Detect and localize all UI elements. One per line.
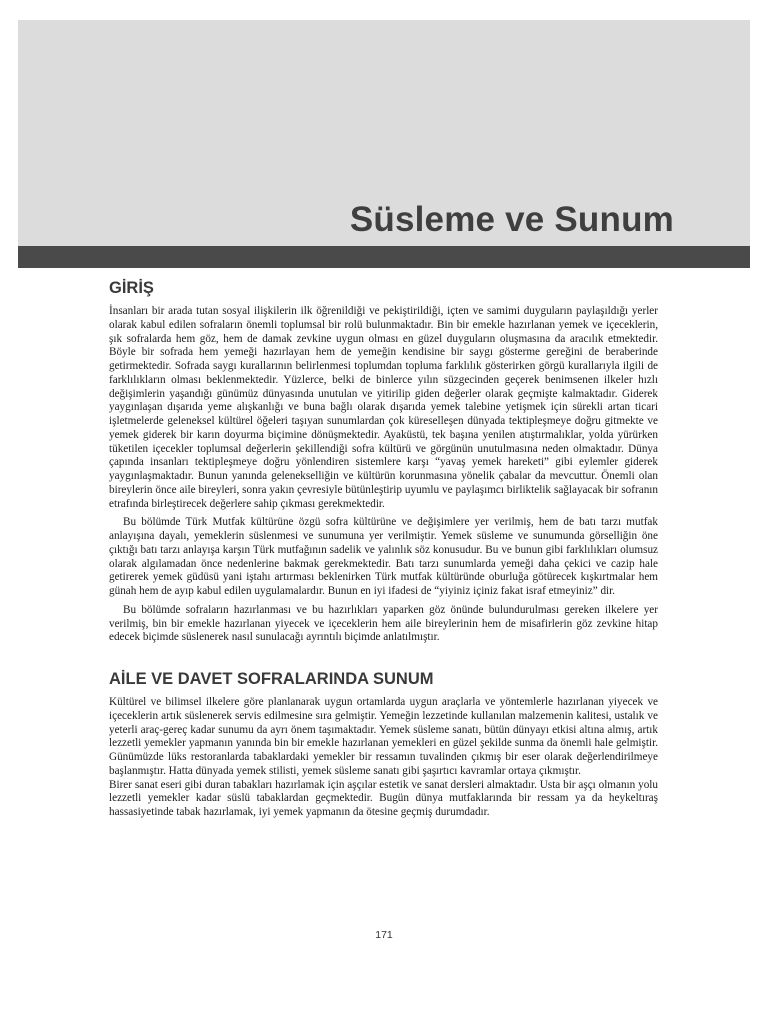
- chapter-title: Süsleme ve Sunum: [349, 200, 674, 239]
- paragraph: Bu bölümde sofraların hazırlanması ve bu hazırlıkları yaparken göz önünde bulundurulması gereken ilkelere yer verilmiş, bin bir emekle hazırlanan yiyecek ve içeceklerin hem aile bireylerinin hem de misafirlerin göz zevkine hitap edecek biçimde süslenerek nasıl sunulacağı ayrıntılı biçimde anlatılmıştır.: [109, 603, 658, 644]
- section-heading-giris: GİRİŞ: [109, 279, 154, 297]
- paragraph: Birer sanat eseri gibi duran tabakları hazırlamak için aşçılar estetik ve sanat dersleri almaktadır. Usta bir aşçı olmanın yolu lezzetli yemekler kadar süslü tabaklardan geçmektedir. Bugün dünya mutfaklarında bir ressam ya da heykeltıraş hassasiyetinde tabak hazırlamak, iyi yemek yapmanın da ötesine geçmiş durumdadır.: [109, 778, 658, 818]
- paragraph: Kültürel ve bilimsel ilkelere göre planlanarak uygun ortamlarda uygun araçlarla ve yöntemlerle hazırlanan yiyecek ve içeceklerin artık süslenerek servis edilmesine sıra gelmiştir. Yemeğin lezzetinde kullanılan malzemenin kalitesi, ustalık ve yeterli araç-gereç kadar sunumu da ayrı önem taşımaktadır. Yemek süsleme sanatı, bütün dünyayı etkisi altına almış, artık lezzetli yemekler yapmanın yanında bin bir emekle hazırlanan yemekleri en güzel şekilde sunma da önemli hale gelmiştir. Günümüzde lüks restoranlarda tabaklardaki yemekler bir ressamın tuvalinden çıkmış bir eser olarak değerlendirilmeye başlanmıştır. Hatta dünyada yemek stilisti, yemek süsleme sanatı gibi şaşırtıcı kavramlar ortaya çıkmıştır.: [109, 696, 658, 777]
- page-number: 171: [375, 929, 393, 941]
- page-content: [109, 278, 658, 820]
- chapter-header-bar: [18, 246, 750, 268]
- paragraph: İnsanları bir arada tutan sosyal ilişkilerin ilk öğrenildiği ve pekiştirildiği, içten ve samimi duyguların paylaşıldığı yerler olarak kabul edilen sofraların önemli toplumsal bir rolü bulunmaktadır. Bin bir emekle hazırlanan yemek ve içeceklerin, şık sofralarda hem göz, hem de damak zevkine uygun olması en güzel duyguların oluşmasına da aracılık etmektedir. Böyle bir sofrada hem yemeği hazırlayan hem de yemeğin kendisine bir saygı gösterme gereğini de beraberinde getirmektedir. Sofrada saygı kurallarının belirlenmesi toplumdan topluma farklılık gösterirken görgü kurallarıyla ilgili de farklılıkların olması beklenmektedir. Yüzlerce, belki de binlerce yılın süzgecinden geçerek benimsenen ilkeler hızlı değişimlerin yaşandığı günümüz dünyasında unutulan ve yitirilip giden değerler olarak geçmişte kalmaktadır. Giderek yaygınlaşan dışarıda yeme alışkanlığı ve buna bağlı olarak dışarıda yemek talebine yetişmek için sürekli artan ticari işletmelerde geleneksel kültürel öğeleri taşıyan sunumlardan çok küreselleşen dünyada tektipleşmeye doğru gitmekte ve yemek giderek bir karın doyurma biçimine dönüşmektedir. Ayaküstü, tek başına yenilen atıştırmalıklar, yolda yürürken tüketilen içecekler toplumsal değerlerin şekillendiği sofra kültürü ve görgünün unutulmasına neden olmaktadır. Dünya çapında insanları tektipleşmeye doğru yönlendiren sistemlere karşı “yavaş yemek hareketi” gibi eylemler giderek yaygınlaşmaktadır. Bunun yanında gelenekselliğin ve kültürün korunmasına yönelik çabalar da mevcuttur. Önemli olan bireylerin önce aile bireyleri, sonra yakın çevresiyle bütünleştirip uyumlu ve paylaşımcı birliktelik sağlayacak bir sofranın etrafında birleştirecek değerlere sahip çıkması gerekmektedir.: [109, 305, 658, 510]
- section-heading-aile-ve-davet: AİLE VE DAVET SOFRALARINDA SUNUM: [109, 670, 434, 688]
- paragraph: Bu bölümde Türk Mutfak kültürüne özgü sofra kültürüne ve değişimlere yer verilmiş, hem de batı tarzı mutfak anlayışına dayalı, yemeklerin süslenmesi ve sunumuna yer verilmiştir. Yemek süsleme ve sunumunda görselliğin öne çıktığı batı tarzı anlayışa karşın Türk mutfağının sadelik ve yalınlık söz konusudur. Bu ve bunun gibi farklılıkları olumsuz olarak algılamadan önce nedenlerine bakmak gerekmektedir. Batı tarzı sunumlarda yemeği daha çekici ve cazip hale getirerek yemek güdüsü yani iştahı artırması beklenirken Türk mutfak kültüründe oburluğa götürecek kışkırtmalar hem günah hem de ayıp kabul edilen uygulamalardır. Bunun en iyi ifadesi de “yiyiniz içiniz fakat israf etmeyiniz” dir.: [109, 516, 658, 597]
